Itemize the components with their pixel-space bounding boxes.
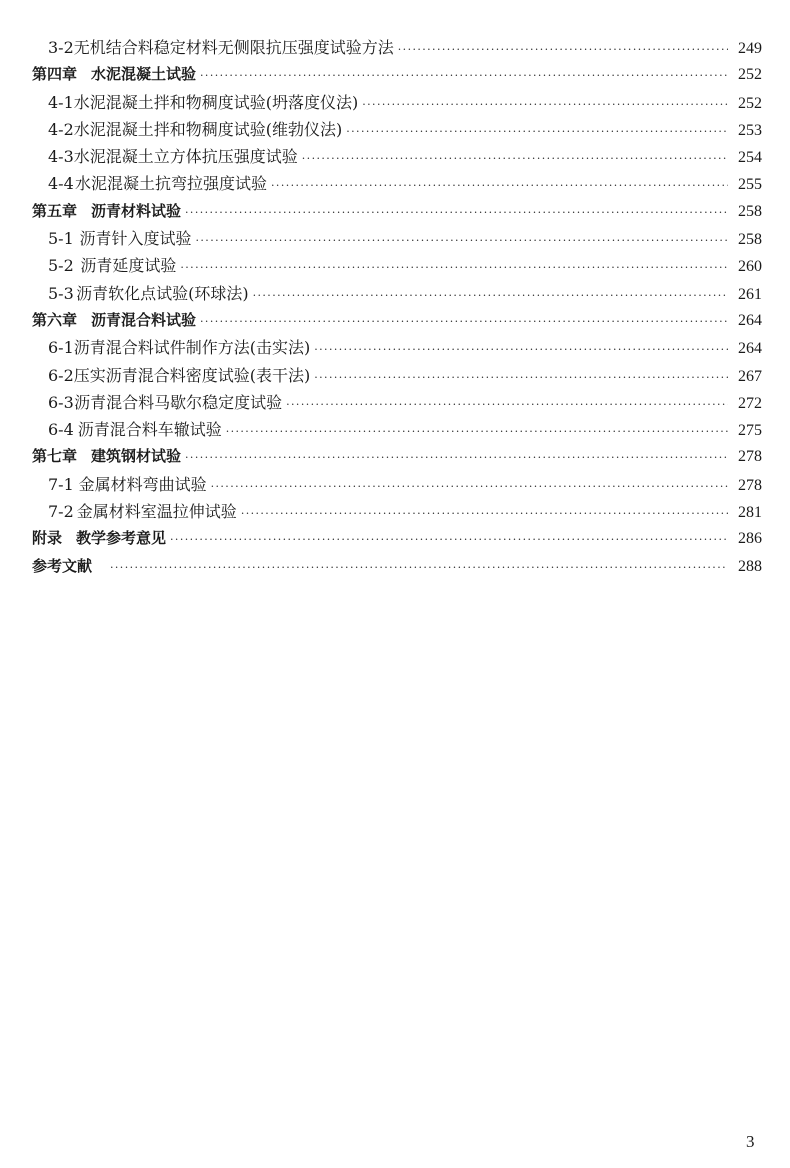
toc-entry-4-1[interactable] [32, 89, 762, 116]
toc-chapter-page: 288 [738, 557, 762, 575]
toc-entry-page: 249 [738, 40, 762, 57]
toc-entry-title: 压实沥青混合料密度试验(表干法) [73, 365, 311, 385]
toc-entry-5-3[interactable] [32, 280, 762, 307]
dot-leader [302, 145, 728, 172]
toc-entry-title: 沥青混合料车辙试验 [77, 420, 222, 440]
dot-leader [314, 336, 728, 363]
toc-chapter-number: 参考文献 [32, 556, 93, 575]
toc-chapter-page: 252 [738, 66, 762, 84]
toc-entry-4-4[interactable] [32, 170, 762, 197]
toc-entry-number: 7-2 [48, 502, 74, 522]
toc-chapter-title: 沥青材料试验 [91, 201, 182, 220]
toc-entry-7-1[interactable] [32, 471, 762, 498]
dot-leader [200, 308, 728, 335]
toc-entry-page: 267 [738, 367, 762, 385]
toc-entry-7-2[interactable] [32, 498, 762, 525]
dot-leader [170, 526, 728, 553]
toc-chapter-number: 第六章 [32, 310, 78, 329]
dot-leader [200, 62, 728, 89]
toc-entry-4-2[interactable] [32, 116, 762, 143]
toc-entry-number: 5-2 [48, 256, 74, 276]
dot-leader [362, 91, 728, 118]
toc-entry-number: 6-2 [48, 365, 74, 385]
toc-entry-page: 281 [738, 504, 762, 522]
toc-entry-page: 261 [738, 285, 762, 303]
toc-entry-title: 水泥混凝土立方体抗压强度试验 [73, 147, 298, 167]
dot-leader [253, 282, 728, 309]
toc-entry-page: 258 [738, 231, 762, 249]
toc-entry-number: 7-1 [48, 474, 74, 494]
toc-chapter-5[interactable] [32, 198, 762, 225]
toc-entry-title: 沥青混合料马歇尔稳定度试验 [74, 392, 283, 412]
dot-leader [346, 118, 728, 145]
toc-entry-page: 264 [738, 340, 762, 358]
toc-chapter-number: 第四章 [32, 65, 78, 84]
dot-leader [185, 444, 728, 471]
toc-chapter-4[interactable] [32, 61, 762, 88]
dot-leader [110, 554, 728, 581]
toc-chapter-page: 286 [738, 530, 762, 548]
dot-leader [185, 199, 728, 226]
dot-leader [286, 391, 728, 418]
toc-entry-number: 6-4 [48, 420, 74, 440]
toc-entry-number: 4-2 [48, 119, 74, 139]
dot-leader [271, 172, 728, 199]
toc-chapter-number: 第五章 [32, 201, 78, 220]
dot-leader [241, 500, 728, 527]
toc-entry-6-4[interactable] [32, 416, 762, 443]
toc-appendix[interactable] [32, 525, 762, 552]
toc-entry-6-3[interactable] [32, 389, 762, 416]
dot-leader [226, 418, 728, 445]
toc-entry-page: 260 [738, 258, 762, 276]
toc-entry-6-1[interactable] [32, 334, 762, 361]
toc-entry-number: 5-3 [48, 283, 74, 303]
toc-entry-number: 4-1 [48, 92, 74, 112]
toc-entry-5-1[interactable] [32, 225, 762, 252]
toc-entry-number: 6-3 [48, 392, 74, 412]
toc-entry-page: 272 [738, 394, 762, 412]
toc-entry-title: 无机结合料稳定材料无侧限抗压强度试验方法 [73, 38, 394, 57]
toc-chapter-page: 278 [738, 448, 762, 466]
toc-chapter-title: 沥青混合料试验 [91, 310, 197, 329]
toc-entry-page: 278 [738, 476, 762, 494]
toc-chapter-page: 258 [738, 202, 762, 220]
dot-leader [180, 254, 728, 281]
toc-entry-title: 水泥混凝土拌和物稠度试验(坍落度仪法) [73, 92, 359, 112]
toc-entry-page: 253 [738, 121, 762, 139]
toc-entry-5-2[interactable] [32, 252, 762, 279]
toc-entry-number: 6-1 [48, 338, 74, 358]
toc-chapter-title: 建筑钢材试验 [91, 447, 182, 466]
dot-leader [211, 473, 728, 500]
toc-entry-page: 255 [738, 176, 762, 194]
toc-entry-title: 金属材料弯曲试验 [78, 474, 207, 494]
toc-references[interactable] [32, 553, 762, 580]
toc-entry-title: 沥青延度试验 [80, 256, 177, 276]
toc-chapter-7[interactable] [32, 443, 762, 470]
toc-entry-title: 水泥混凝土拌和物稠度试验(维勃仪法) [73, 119, 343, 139]
toc-chapter-page: 264 [738, 311, 762, 329]
toc-chapter-6[interactable] [32, 307, 762, 334]
toc-chapter-number: 附录 [32, 529, 63, 548]
toc-entry-number: 4-3 [48, 147, 74, 167]
toc-entry-title: 水泥混凝土抗弯拉强度试验 [75, 174, 268, 194]
toc-entry-4-3[interactable] [32, 143, 762, 170]
toc-entry-number: 3-2 [48, 38, 74, 57]
toc-entry-title: 沥青针入度试验 [79, 229, 192, 249]
toc-entry-page: 275 [738, 422, 762, 440]
toc-entry-3-2[interactable] [32, 34, 762, 61]
toc-chapter-number: 第七章 [32, 447, 78, 466]
toc-entry-number: 4-4 [48, 174, 74, 194]
toc-chapter-title: 教学参考意见 [76, 529, 167, 548]
page-number: 3 [746, 1132, 755, 1151]
toc-entry-title: 沥青混合料试件制作方法(击实法) [73, 338, 311, 358]
toc-chapter-title: 水泥混凝土试验 [91, 65, 197, 84]
table-of-contents [32, 34, 762, 580]
toc-entry-6-2[interactable] [32, 362, 762, 389]
dot-leader [314, 364, 728, 391]
toc-entry-title: 金属材料室温拉伸试验 [76, 502, 237, 522]
toc-entry-page: 252 [738, 94, 762, 112]
dot-leader [196, 227, 729, 254]
dot-leader [398, 36, 728, 63]
toc-entry-number: 5-1 [48, 229, 74, 249]
toc-entry-page: 254 [738, 149, 762, 167]
toc-entry-title: 沥青软化点试验(环球法) [76, 283, 249, 303]
